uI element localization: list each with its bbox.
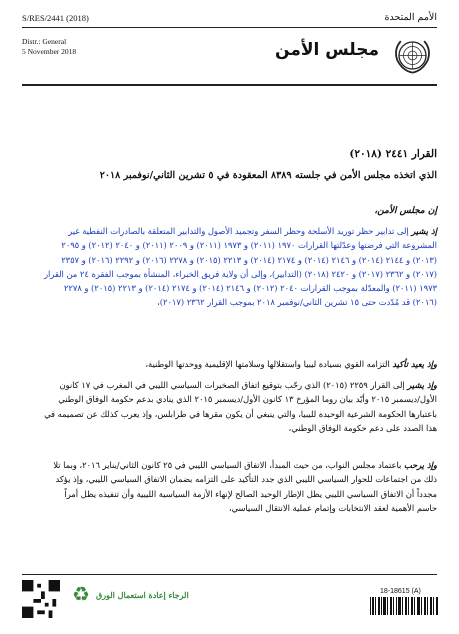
security-council-title: مجلس الأمن: [275, 40, 379, 60]
distribution-block: [22, 37, 76, 57]
paragraph-text: باعتماد مجلس النواب، من حيث المبدأ، الاتفاق السياسي الليبي في ٢٥ كانون الثاني/يناير ٢٠١٦، وبما تلا ذلك من اجتماعات للحوار السياسي الليبي الذي جدد التأكيد على التزامه بضمان الاتفاق السياسي الليبي، وإذ يؤكد مجدداً أن الاتفاق السياسي الليبي يظل الإطار الوحيد الصالح لإنهاء الأزمة السياسية الليبية وأن تنفيذه يظل أمراً حاسم الأهمية لعقد الانتخابات وإتمام عملية الانتقال السياسي،: [53, 460, 437, 513]
paragraph-lead: وإذ يرحب: [403, 460, 437, 470]
distribution-label: Distr.: General: [22, 37, 67, 46]
paragraph-text: إلى تدابير حظر توريد الأسلحة وحظر السفر وتجميد الأصول والتدابير المتعلقة بالصادرات النفطية غير المشروعة التي فرضتها وعدّلتها القرارات ١٩٧٠ (٢٠١١) و ١٩٧٣ (٢٠١١) و ٢٠٠٩ (٢٠١١) و ٢٠٤٠ (٢٠١٢) و ٢٠٩٥ (٢٠١٣) و ٢١٤٤ (٢٠١٤) و ٢١٤٦ (٢٠١٤) و ٢١٧٤ (٢٠١٤) و ٢٢١٣ (٢٠١٥) و ٢٢٧٨ (٢٠١٦) و ٢٢٩٢ (٢٠١٦) و ٢٣٥٧ (٢٠١٧) و ٢٣٦٢ (٢٠١٧) و ٢٤٢٠ (٢٠١٨) (التدابير)، وإلى أن ولاية فريق الخبراء، المنشأة بموجب الفقرة ٢٤ من القرار ١٩٧٣ (٢٠١١) والمعدّلة بموجب القرارات ٢٠٤٠ (٢٠١٢) و ٢١٤٦ (٢٠١٤) و ٢١٧٤ (٢٠١٤) و ٢٢١٣ (٢٠١٥) و ٢٢٧٨ (٢٠١٦) قد مُدّدت حتى ١٥ تشرين الثاني/نوفمبر ٢٠١٨ بموجب القرار ٢٣٦٢ (٢٠١٧)،: [43, 226, 437, 308]
preamble-paragraph: [42, 224, 437, 310]
header-rule: [22, 27, 437, 28]
paragraph-lead: إذ يشير: [411, 226, 437, 236]
resolution-title: القرار ٢٤٤١ (٢٠١٨): [349, 148, 437, 160]
recycle-icon: ♻: [72, 582, 90, 606]
document-date: 5 November 2018: [22, 47, 77, 56]
council-opening: إن مجلس الأمن،: [374, 206, 437, 216]
paragraph-lead: وإذ يعيد تأكيد: [392, 359, 437, 369]
paragraph-text: التزامه القوي بسيادة ليبيا واستقلالها وسلامتها الإقليمية ووحدتها الوطنية،: [145, 359, 393, 369]
recycle-text: الرجاء إعادة استعمال الورق: [96, 590, 189, 600]
org-name-arabic: الأمم المتحدة: [384, 12, 437, 23]
preamble-paragraph: [42, 378, 437, 435]
preamble-paragraph: [42, 458, 437, 515]
resolution-subtitle: الذي اتخذه مجلس الأمن في جلسته ٨٣٨٩ المعقودة في ٥ تشرين الثاني/نوفمبر ٢٠١٨: [99, 170, 437, 181]
footer-rule: [22, 574, 437, 575]
un-emblem-icon: [390, 33, 435, 78]
document-number: 18-18615 (A): [380, 588, 421, 595]
qr-code-icon: [22, 580, 60, 618]
document-symbol: S/RES/2441 (2018): [22, 13, 89, 23]
paragraph-lead: وإذ يشير: [407, 380, 437, 390]
barcode-icon: [370, 597, 438, 615]
preamble-paragraph: [42, 357, 437, 371]
paragraph-text: إلى القرار ٢٢٥٩ (٢٠١٥) الذي رحّب بتوقيع اتفاق الصخيرات السياسي الليبي في المغرب في ١٧ كانون الأول/ديسمبر ٢٠١٥ وأيّد بيان روما المؤرخ ١٣ كانون الأول/ديسمبر ٢٠١٥ الذي ينادي بدعم حكومة الوفاق الوطني باعتبارها الحكومة الشرعية الوحيدة لليبيا، والتي ينبغي أن يكون مقرها في طرابلس، وإذ يعرب كذلك عن تصميمه في هذا الصدد على دعم حكومة الوفاق الوطني،: [44, 380, 437, 433]
header-thick-rule: [22, 84, 437, 86]
